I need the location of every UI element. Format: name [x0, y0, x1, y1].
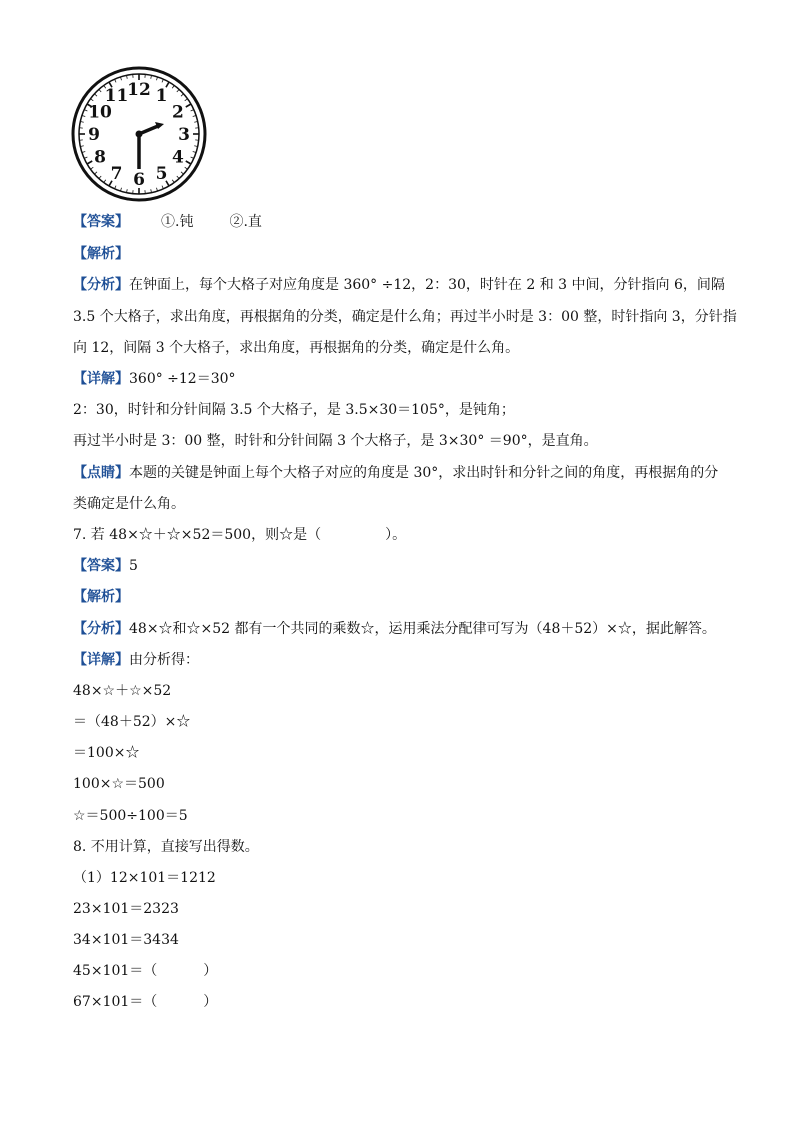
clock-numeral: 11: [104, 86, 129, 107]
dianjing-tag: 【点睛】: [73, 465, 129, 481]
clock-center: [136, 131, 143, 138]
fenxi-tag: 【分析】: [73, 277, 129, 293]
clock-minute-tick: [193, 151, 196, 152]
answer-2-mark: ②.: [229, 214, 248, 230]
clock-numeral: 6: [133, 170, 145, 190]
clock-numeral: 2: [172, 102, 184, 123]
clock-numeral: 9: [88, 125, 100, 145]
q7-answer: 5: [129, 558, 138, 574]
q8-blank-line-2: [73, 992, 217, 1012]
q7-fenxi-text: 48×☆和☆×52 都有一个共同的乘数☆，运用乘法分配律可写为（48＋52）×☆，据此解答。: [129, 621, 716, 637]
clock-minute-tick: [120, 188, 121, 191]
q7-answer-line: [73, 556, 138, 576]
q6-xiangjie-line-2: [73, 400, 515, 420]
q6-fenxi-line-3: [73, 338, 519, 358]
q8-blank-close-2: ）: [203, 994, 218, 1010]
q6-fenxi-line-1: [73, 275, 725, 295]
q8-line-3: 34×101＝3434: [73, 932, 179, 948]
clock-minute-tick: [193, 115, 196, 116]
clock-minute-tick: [94, 172, 97, 174]
q7-fenxi-line: [73, 619, 716, 639]
clock-minute-tick: [172, 85, 174, 88]
clock-minute-tick: [104, 180, 106, 183]
q7-analysis-line: [73, 587, 129, 607]
answer-1: 钝: [179, 214, 194, 230]
clock-minute-tick: [185, 167, 188, 169]
xiangjie-tag: 【详解】: [73, 652, 129, 668]
q6-analysis-line: [73, 244, 129, 264]
xiangjie-text-2: 2：30，时针和分针间隔 3.5 个大格子，是 3.5×30＝105°，是钝角；: [73, 402, 515, 418]
q8-question: 8. 不用计算，直接写出得数。: [73, 839, 259, 855]
q7-step-2: ＝（48＋52）×☆: [73, 714, 191, 730]
xiangjie-text-3: 再过半小时是 3：00 整，时针和分针间隔 3 个大格子，是 3×30° ＝90°，是直角。: [73, 433, 598, 449]
q8-blank-text-2: 67×101＝（: [73, 994, 158, 1010]
analysis-tag: 【解析】: [73, 589, 129, 605]
fenxi-text-2: 3.5 个大格子，求出角度，再根据角的分类，确定是什么角；再过半小时是 3：00 整，时针指向 3，分针指: [73, 309, 737, 325]
clock-numeral: 5: [155, 163, 168, 184]
q8-line-2: 23×101＝2323: [73, 901, 179, 917]
clock-numeral: 8: [94, 147, 106, 168]
clock-minute-tick: [185, 99, 188, 101]
clock-minute-tick: [181, 94, 184, 96]
clock-minute-tick: [90, 167, 93, 169]
q7-xiangjie-text: 由分析得：: [129, 652, 199, 668]
clock-minute-tick: [120, 77, 121, 80]
clock-minute-tick: [82, 151, 85, 152]
clock-minute-tick: [90, 99, 93, 101]
clock-minute-tick: [177, 89, 179, 92]
clock-minute-tick: [156, 77, 157, 80]
answer-1-mark: ①.: [161, 214, 180, 230]
clock-hour-tick: [186, 161, 191, 164]
clock-minute-tick: [177, 176, 179, 179]
answer-2: 直: [247, 214, 262, 230]
clock-minute-tick: [99, 89, 101, 92]
clock-numeral: 12: [127, 80, 151, 100]
q8-blank-text-1: 45×101＝（: [73, 963, 158, 979]
q6-fenxi-line-2: [73, 307, 737, 327]
q6-dianjing-line-2: [73, 494, 185, 514]
xiangjie-tag: 【详解】: [73, 371, 129, 387]
clock-numeral: 10: [88, 102, 112, 123]
xiangjie-text-1: 360° ÷12＝30°: [129, 371, 236, 387]
q7-step-5: ☆＝500÷100＝5: [73, 808, 188, 824]
clock-minute-tick: [156, 188, 157, 191]
q8-blank-close-1: ）: [203, 963, 218, 979]
q6-answer-line: [73, 212, 262, 232]
q8-blank-line-1: [73, 961, 217, 981]
q7-step-1: 48×☆＋☆×52: [73, 683, 172, 699]
fenxi-text-3: 向 12，间隔 3 个大格子，求出角度，再根据角的分类，确定是什么角。: [73, 340, 520, 356]
clock-numeral: 7: [110, 163, 123, 184]
answer-tag: 【答案】: [73, 558, 129, 574]
q6-xiangjie-line-3: [73, 431, 598, 451]
fenxi-text-1: 在钟面上，每个大格子对应角度是 360° ÷12，2：30，时针在 2 和 3 中间，分针指向 6，间隔: [129, 277, 725, 293]
clock-minute-tick: [99, 176, 101, 179]
q7-step-4: 100×☆＝500: [73, 776, 165, 792]
q7-question: [73, 525, 406, 545]
q6-dianjing-line-1: [73, 463, 718, 483]
q7-step-3: ＝100×☆: [73, 745, 140, 761]
clock-minute-tick: [94, 94, 97, 96]
clock-minute-tick: [172, 180, 174, 183]
q7-xiangjie-line: [73, 650, 199, 670]
answer-tag: 【答案】: [73, 214, 129, 230]
q7-question-end: ）。: [385, 527, 407, 543]
fenxi-tag: 【分析】: [73, 621, 129, 637]
analysis-tag: 【解析】: [73, 246, 129, 262]
dianjing-text-1: 本题的关键是钟面上每个大格子对应的角度是 30°，求出时针和分针之间的角度，再根据角的分: [129, 465, 719, 481]
dianjing-text-2: 类确定是什么角。: [73, 496, 185, 512]
q7-question-text: 7. 若 48×☆＋☆×52＝500，则☆是（: [73, 527, 322, 543]
q6-xiangjie-line-1: [73, 369, 236, 389]
clock-figure: [70, 65, 208, 203]
clock-minute-tick: [181, 172, 184, 174]
clock-numeral: 1: [155, 86, 168, 107]
clock-numeral: 4: [172, 147, 184, 168]
clock-hour-tick: [87, 161, 92, 164]
clock-numeral: 3: [178, 125, 190, 145]
q8-line-1: （1）12×101＝1212: [73, 870, 216, 886]
clock-minute-tick: [82, 115, 85, 116]
clock-hour-tick: [186, 104, 191, 107]
